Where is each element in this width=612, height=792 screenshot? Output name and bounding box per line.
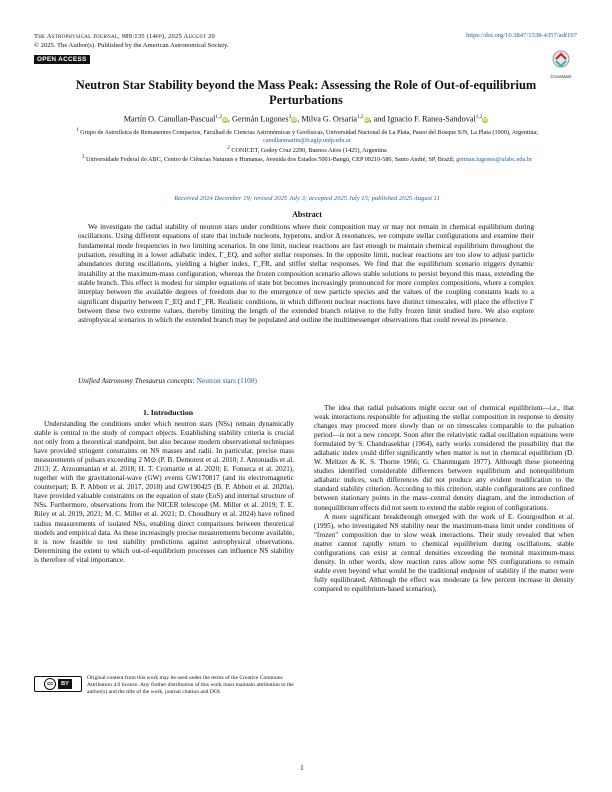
license-notice	[34, 675, 302, 697]
affiliation-number: 2	[227, 145, 230, 151]
creative-commons-icon[interactable]	[34, 676, 82, 692]
author-name: Germán Lugones	[232, 114, 289, 124]
journal-citation: The Astrophysical Journal, 989:135 (14pp), 2025 August 20	[34, 33, 215, 40]
left-column	[34, 420, 294, 565]
doi-link[interactable]: https://doi.org/10.3847/1538-4357/adf107	[466, 32, 577, 39]
affiliation-text: Grupo de Astrofísica de Remanentes Compactos, Facultad de Ciencias Astronómicas y Geofísicas, Universidad Nacional de La Plata, Paseo del Bosque S/N, La Plata (1900), Argentina;	[80, 129, 538, 137]
uat-label: Unified Astronomy Thesaurus concepts:	[78, 376, 195, 385]
right-column	[314, 404, 574, 594]
author-separator: ,	[297, 114, 302, 124]
abstract-heading: Abstract	[292, 210, 322, 219]
copyright-line: © 2025. The Author(s). Published by the American Astronomical Society.	[34, 42, 229, 49]
author-name: Ignacio F. Ranea-Sandoval	[387, 114, 476, 124]
affiliation-3	[42, 153, 572, 164]
author-email-link[interactable]: canullanmartin@fcaglp.unlp.edu.ar	[263, 137, 351, 145]
orcid-icon[interactable]: iD	[364, 116, 369, 122]
body-paragraph: A more significant breakthrough emerged with the work of E. Gourgoulhon et al. (1995), who investigated NS stability near the maximum-mass limit under conditions of "frozen" composition due to slow weak interactions. Their study revealed that when matter cannot rapidly return to chemical equilibrium during oscillations, stable configurations can exist at central densities exceeding the nominal maximum-mass density. In other words, slow reaction rates allow some NS configurations to remain stable even beyond what would be the traditional endpoint of stability if the matter were fully equilibrated. Although the effect was moderate (a few percent increase in density compared to equilibrium-based scenarios),	[314, 512, 574, 593]
author-name: Martín O. Canullan-Pascual	[123, 114, 216, 124]
journal-header	[34, 32, 229, 50]
page-number: 1	[300, 763, 304, 772]
cc-by-icon: BY	[58, 679, 72, 689]
author-separator: ,	[227, 114, 232, 124]
author-affiliation-marker: 1,2	[215, 114, 222, 120]
open-access-badge: OPEN ACCESS	[34, 55, 90, 64]
orcid-icon[interactable]: iD	[482, 116, 488, 122]
license-text: Original content from this work may be used under the terms of the Creative Commons Attribution 4.0 licence. Any further distribution of this work must maintain attribution to the author(s) and the title of the work, journal citation and DOI.	[87, 675, 294, 696]
body-paragraph: The idea that radial pulsations might occur out of chemical equilibrium—i.e., that weak interactions responsible for adjusting the stellar composition in response to density changes may proceed more slowly than or on timescales comparable to the pulsation period—is not a new concept. Soon after the relativistic radial oscillation equations were formulated by S. Chandrasekhar (1964), early works considered the possibility that the adiabatic index could differ significantly when matter is not in chemical equilibrium (D. W. Meltzer & K. S. Thorne 1966; G. Chanmugam 1977). Although these pioneering studies identified considerable differences between equilibrium and nonequilibrium adiabatic indices, such differences did not produce any evident modification to the standard stability criterion. According to this criterion, stable configurations are confined between stationary points in the mass–central density diagram, and the introduction of nonequilibrium effects did not seem to extend the stable region of configurations.	[314, 404, 574, 512]
author-affiliation-marker: 3	[288, 114, 292, 120]
cc-circle-icon: cc	[44, 678, 56, 690]
section-heading: 1. Introduction	[142, 408, 194, 417]
crossmark-icon	[552, 50, 570, 68]
orcid-icon[interactable]: iD	[222, 116, 228, 122]
body-paragraph: Understanding the conditions under which neutron stars (NSs) remain dynamically stable is central to the study of compact objects. Establishing stability criteria is crucial not only from a theoretical standpoint, but also because modern observational techniques have provided stringent constraints on NS masses and radii. In particular, precise mass measurements of pulsars exceeding 2 M⊙ (P. B. Demorest et al. 2010; J. Antoniadis et al. 2013; Z. Arzoumanian et al. 2018; H. T. Cromartie et al. 2020; E. Fonseca et al. 2021), together with the gravitational-wave (GW) events GW170817 (and its electromagnetic counterpart; B. P. Abbott et al. 2017, 2018) and GW190425 (B. P. Abbott et al. 2020a), have provided valuable constraints on the equation of state (EoS) and internal structure of NSs. Furthermore, observations from the NICER telescope (M. Miller et al. 2019; T. E. Riley et al. 2019, 2021; M. C. Miller et al. 2021; D. Choudhury et al. 2024) have refined radius measurements of isolated NSs, enabling direct comparisons between theoretical models and empirical data. As these increasingly precise measurements become available, it is now feasible to test stability predictions against astrophysical observations. Determining the extent to which out-of-equilibrium processes can influence NS stability is therefore of vital importance.	[34, 420, 294, 564]
uat-keyword-link[interactable]: Neutron stars (1108)	[196, 376, 257, 385]
affiliation-number: 1	[76, 127, 79, 133]
author-affiliation-marker: 1,2	[475, 114, 483, 120]
orcid-icon[interactable]: iD	[291, 116, 297, 122]
paper-title: Neutron Star Stability beyond the Mass Peak: Assessing the Role of Out-of-equilibrium Perturbations	[75, 78, 537, 107]
affiliation-text: Universidade Federal do ABC, Centro de Ciências Naturais e Humanas, Avenida dos Estados 5001-Bangú, CEP 09210-580, Santo André, SP, Brazil;	[85, 156, 455, 164]
author-email-link[interactable]: german.lugones@ufabc.edu.br	[456, 156, 533, 164]
crossmark-label: CrossMark	[550, 74, 572, 79]
author-name: Milva G. Orsaria	[301, 114, 358, 124]
author-list	[60, 114, 552, 124]
uat-concepts	[78, 376, 534, 385]
crossmark-button[interactable]	[546, 50, 576, 79]
publication-dates: Received 2024 December 19; revised 2025 July 3; accepted 2025 July 15; published 2025 August 11	[174, 195, 440, 202]
author-affiliation-marker: 1,2	[357, 114, 364, 120]
affiliation-1	[42, 126, 572, 146]
abstract-paragraph: We investigate the radial stability of neutron stars under conditions where their composition may or may not remain in chemical equilibrium during oscillations. Using different equations of state that include nucleons, hyperons, and/or Δ resonances, we compute stellar configurations and examine their fundamental mode frequencies in two limiting scenarios. In one limit, nuclear reactions are fast enough to maintain chemical equilibrium throughout the pulsation, resulting in a lower adiabatic index, Γ_EQ, and softer stellar responses. In the opposite limit, nuclear reactions are too slow to adjust particle abundances during oscillations, yielding a higher index, Γ_FR, and stiffer stellar responses. We find that the equilibrium scenario triggers dynamic instability at the maximum-mass configuration, whereas the frozen composition scenario allows stable solutions to persist beyond this mass, extending the stable branch. This effect is modest for simpler equations of state but becomes increasingly pronounced for more complex compositions, where a complex interplay between the available degrees of freedom due to the emergence of new particle species and the values of the coupling constants leads to a significant disparity between Γ_EQ and Γ_FR. Realistic conditions, in which different nuclear reactions have distinct timescales, will place the effective Γ between these two extreme values, thereby limiting the length of the extended branch relative to the fully frozen limit studied here. We also explore astrophysical scenarios in which the extended branch may be populated and outline the multimessenger observations that could reveal its presence.	[78, 222, 534, 325]
abstract-text	[78, 222, 534, 325]
affiliation-number: 3	[81, 154, 85, 160]
affiliation-text: CONICET, Godoy Cruz 2290, Buenos Aires (1425), Argentina	[231, 147, 387, 155]
author-separator: , and	[369, 114, 388, 124]
